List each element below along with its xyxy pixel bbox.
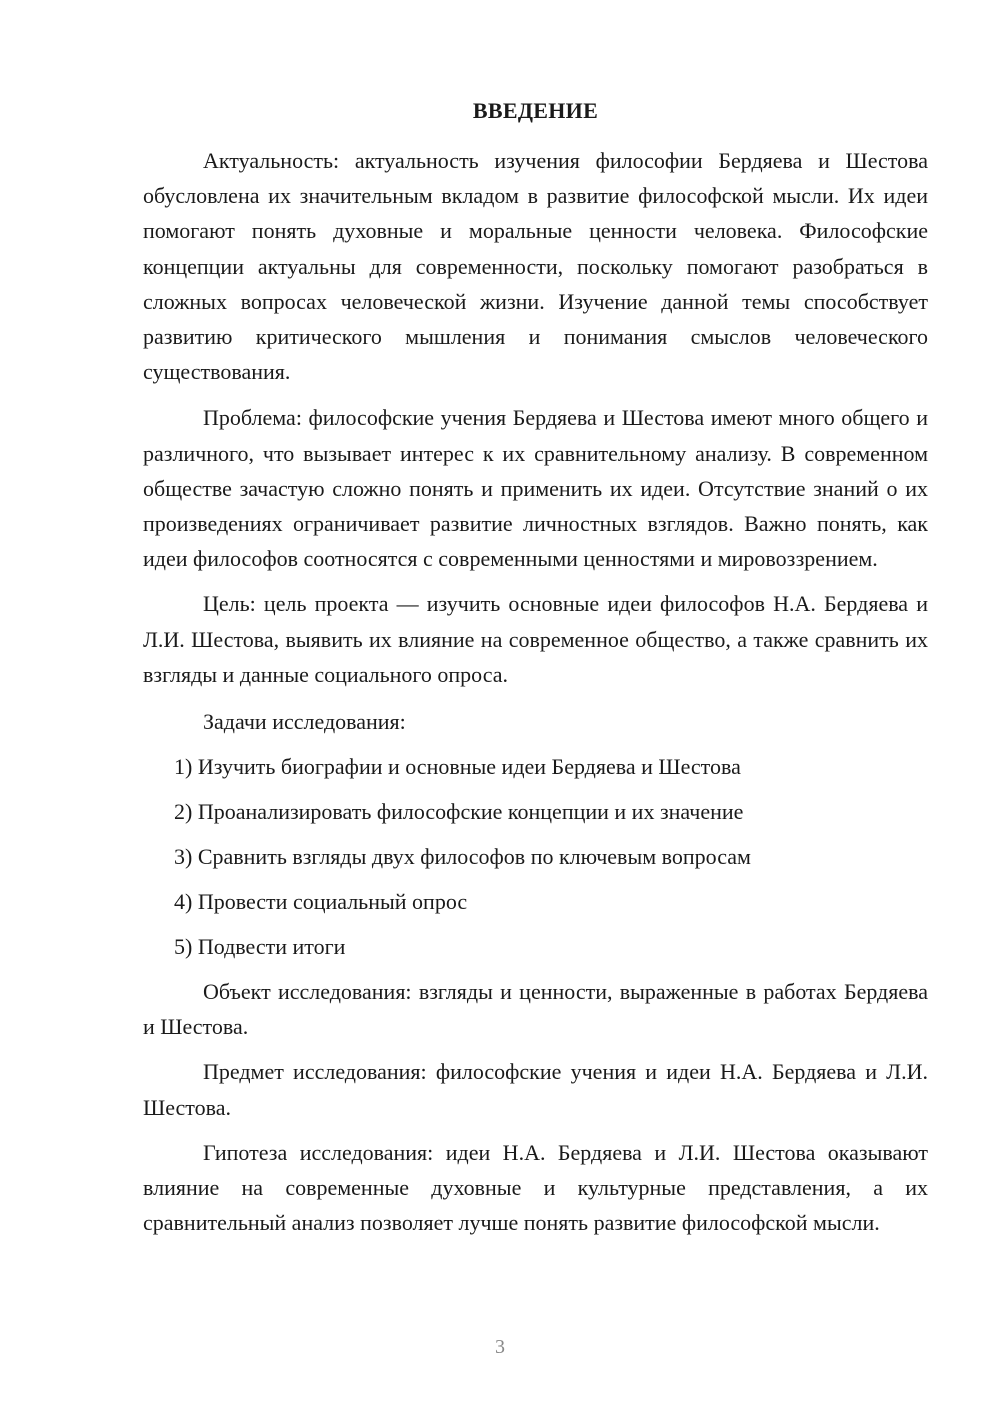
section-title: ВВЕДЕНИЕ bbox=[472, 98, 599, 123]
paragraph-subject: Предмет исследования: философские учения и идеи Н.А. Бердяева и Л.И. Шестова. bbox=[143, 1059, 928, 1120]
paragraph-goal: Цель: цель проекта — изучить основные идеи философов Н.А. Бердяева и Л.И. Шестова, выявить их влияние на современное общество, а также сравнить их взгляды и данные социального опроса. bbox=[143, 591, 928, 687]
task-item: 2) Проанализировать философские концепции и их значение bbox=[174, 799, 744, 825]
paragraph-relevance: Актуальность: актуальность изучения философии Бердяева и Шестова обусловлена их значительным вкладом в развитие философской мысли. Их идеи помогают понять духовные и моральные ценности человека. Философские концепции актуальны для современности, поскольку помогают разобраться в сложных вопросах человеческой жизни. Изучение данной темы способствует развитию критического мышления и понимания смыслов человеческого существования. bbox=[143, 148, 928, 385]
tasks-heading: Задачи исследования: bbox=[203, 709, 406, 735]
task-item: 3) Сравнить взгляды двух философов по ключевым вопросам bbox=[174, 844, 751, 870]
paragraph-object: Объект исследования: взгляды и ценности, выраженные в работах Бердяева и Шестова. bbox=[143, 979, 928, 1040]
page-number: 3 bbox=[495, 1336, 505, 1358]
tasks-list bbox=[143, 749, 928, 964]
task-item: 1) Изучить биографии и основные идеи Бердяева и Шестова bbox=[174, 754, 741, 780]
paragraph-problem: Проблема: философские учения Бердяева и Шестова имеют много общего и различного, что вызывает интерес к их сравнительному анализу. В современном обществе зачастую сложно понять и применить их идеи. Отсутствие знаний о их произведениях ограничивает развитие личностных взглядов. Важно понять, как идеи философов соотносятся с современными ценностями и мировоззрением. bbox=[143, 405, 928, 572]
paragraph-hypothesis: Гипотеза исследования: идеи Н.А. Бердяева и Л.И. Шестова оказывают влияние на современные духовные и культурные представления, а их сравнительный анализ позволяет лучше понять развитие философской мысли. bbox=[143, 1139, 928, 1236]
task-item: 5) Подвести итоги bbox=[174, 934, 346, 960]
document-page bbox=[143, 93, 928, 1250]
task-item: 4) Провести социальный опрос bbox=[174, 889, 468, 915]
